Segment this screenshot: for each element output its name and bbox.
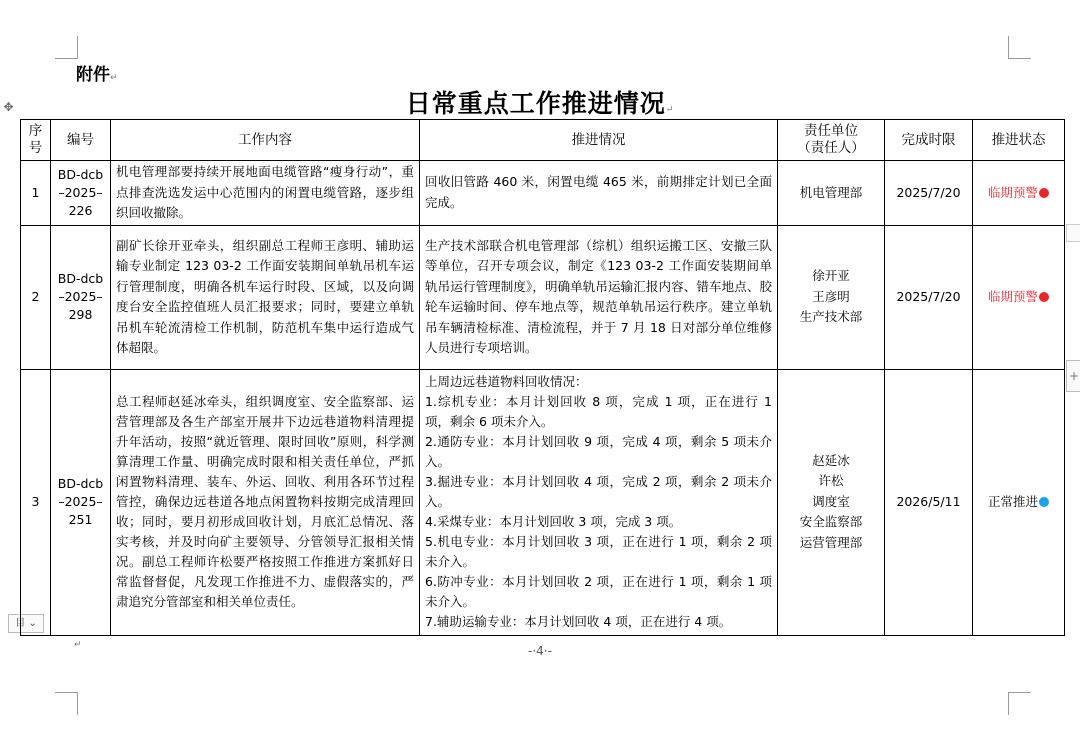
status-badge: 正常推进 [987, 493, 1038, 509]
work-progress-table [20, 119, 1065, 636]
cell-seq: 1 [21, 161, 51, 226]
header-status: 推进状态 [973, 120, 1065, 161]
crop-mark-top-left [55, 36, 78, 59]
progress-line: 4.采煤专业：本月计划回收 3 项，完成 3 项。 [425, 514, 682, 529]
header-code: 编号 [51, 120, 111, 161]
progress-line: 3.掘进专业：本月计划回收 4 项，完成 2 项，剩余 2 项未介入。 [425, 474, 772, 509]
page-title: 日常重点工作推进情况↵ [405, 89, 675, 118]
crop-mark-bottom-left [55, 692, 78, 715]
cell-progress [420, 369, 778, 635]
header-seq: 序 号 [21, 120, 51, 161]
side-panel-handle[interactable] [1066, 224, 1080, 242]
cell-progress: 回收旧管路 460 米，闲置电缆 465 米，前期排定计划已全面完成。 [420, 161, 778, 226]
paragraph-mark: ↵ [74, 640, 82, 650]
progress-line: 1.综机专业：本月计划回收 8 项，完成 1 项，正在进行 1 项，剩余 6 项未介入。 [425, 394, 772, 429]
header-responsible: 责任单位 （责任人） [778, 120, 885, 161]
cell-deadline: 2026/5/11 [885, 369, 973, 635]
progress-line: 5.机电专业：本月计划回收 3 项，正在进行 1 项，剩余 2 项未介入。 [425, 534, 772, 569]
progress-line: 7.辅助运输专业：本月计划回收 4 项，正在进行 4 项。 [425, 614, 732, 629]
status-blue-dot-icon [1039, 497, 1049, 507]
table-row [21, 369, 1065, 635]
progress-line: 6.防冲专业：本月计划回收 2 项，正在进行 1 项，剩余 1 项未介入。 [425, 574, 772, 609]
crop-mark-bottom-right [1008, 692, 1031, 715]
cell-code: BD-dcb –2025– 226 [51, 161, 111, 226]
cell-responsible: 机电管理部 [778, 161, 885, 226]
crop-mark-top-right [1008, 36, 1031, 59]
attachment-label: 附件↵ [76, 65, 118, 85]
status-badge: 临期预警 [987, 288, 1038, 304]
progress-line: 上周边远巷道物料回收情况： [425, 374, 588, 389]
header-deadline: 完成时限 [885, 120, 973, 161]
cell-status [973, 225, 1065, 369]
cell-code: BD-dcb –2025– 298 [51, 225, 111, 369]
cell-responsible: 徐开亚 王彦明 生产技术部 [778, 225, 885, 369]
status-red-dot-icon [1039, 188, 1049, 198]
status-badge: 临期预警 [987, 184, 1038, 200]
table-layout-control[interactable]: 目 ⌄ [8, 614, 44, 633]
cell-deadline: 2025/7/20 [885, 161, 973, 226]
progress-line: 2.通防专业：本月计划回收 9 项，完成 4 项，剩余 5 项未介入。 [425, 434, 772, 469]
cell-content: 总工程师赵延冰牵头，组织调度室、安全监察部、运营管理部及各生产部室开展井下边远巷道物料清理提升年活动，按照“就近管理、限时回收”原则，科学测算清理工作量、明确完成时限和相关责任单位，严抓闲置物料清理、装车、外运、回收、利用各环节过程管控，确保边远巷道各地点闲置物料按期完成清理回收；同时，要月初形成回收计划，月底汇总情况、落实考核，并及时向矿主要领导、分管领导汇报相关情况。副总工程师许松要严格按照工作推进方案抓好日常监督督促，凡发现工作推进不力、虚假落实的，严肃追究分管部室和相关单位责任。 [111, 369, 420, 635]
cell-content: 副矿长徐开亚牵头，组织副总工程师王彦明、辅助运输专业制定 123 03-2 工作面安装期间单轨吊机车运行管理制度，明确各机车运行时段、区域，以及向调度台安全监控值班人员汇报要求；同时，要建立单轨吊机车轮流清检工作机制，防范机车集中运行造成气体超限。 [111, 225, 420, 369]
table-row [21, 161, 1065, 226]
table-row [21, 225, 1065, 369]
cell-seq: 3 [21, 369, 51, 635]
cell-status [973, 369, 1065, 635]
status-red-dot-icon [1039, 292, 1049, 302]
cell-progress: 生产技术部联合机电管理部（综机）组织运搬工区、安撤三队等单位，召开专项会议，制定《123 03-2 工作面安装期间单轨吊运行管理制度》，明确单轨吊运输汇报内容、错车地点、胶轮车运输时间、停车地点等，规范单轨吊运行秩序。建立单轨吊车辆清检标准、清检流程，并于 7 月 18 日对部分单位维修人员进行专项培训。 [420, 225, 778, 369]
cell-seq: 2 [21, 225, 51, 369]
page-number: -·4·- [528, 644, 552, 658]
cell-responsible: 赵延冰 许松 调度室 安全监察部 运营管理部 [778, 369, 885, 635]
add-column-button[interactable]: + [1066, 360, 1080, 392]
cell-content: 机电管理部要持续开展地面电缆管路“瘦身行动”，重点排查洗选发运中心范围内的闲置电缆管路，逐步组织回收撤除。 [111, 161, 420, 226]
cell-status [973, 161, 1065, 226]
cell-code: BD-dcb –2025– 251 [51, 369, 111, 635]
table-move-handle-icon[interactable]: ✥ [3, 100, 14, 114]
header-progress: 推进情况 [420, 120, 778, 161]
header-content: 工作内容 [111, 120, 420, 161]
cell-deadline: 2025/7/20 [885, 225, 973, 369]
table-header-row [21, 120, 1065, 161]
